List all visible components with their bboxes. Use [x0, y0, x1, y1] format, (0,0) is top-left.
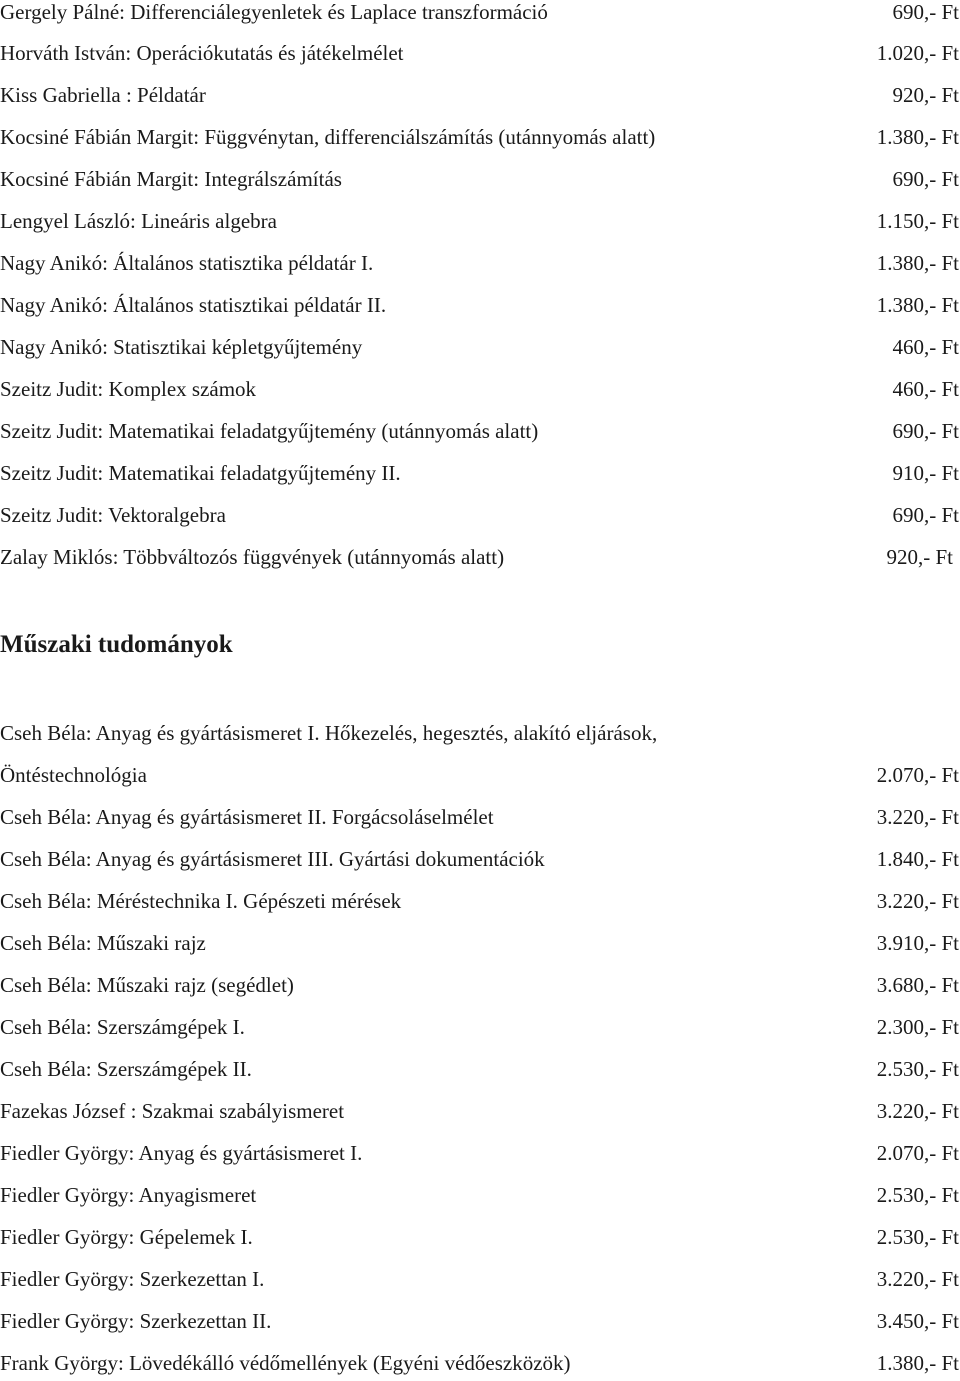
book-price: 1.840,- Ft — [876, 847, 959, 871]
list-item — [0, 203, 960, 239]
book-title: Lengyel László: Lineáris algebra — [0, 209, 277, 233]
book-title: Nagy Anikó: Általános statisztika példatár I. — [0, 251, 374, 275]
list-item — [0, 0, 960, 30]
list-item — [0, 287, 960, 323]
book-price: 3.220,- Ft — [876, 805, 959, 829]
book-title: Szeitz Judit: Komplex számok — [0, 377, 257, 401]
list-item — [0, 883, 960, 919]
book-price: 1.380,- Ft — [876, 251, 959, 275]
list-item — [0, 1177, 960, 1213]
list-item — [0, 455, 960, 491]
book-price: 1.020,- Ft — [876, 41, 959, 65]
book-title: Gergely Pálné: Differenciálegyenletek és Laplace transzformáció — [0, 0, 548, 24]
book-title: Cseh Béla: Anyag és gyártásismeret II. Forgácsoláselmélet — [0, 805, 494, 829]
book-price: 3.220,- Ft — [876, 889, 959, 913]
book-price: 3.910,- Ft — [876, 931, 959, 955]
book-title: Zalay Miklós: Többváltozós függvények (utánnyomás alatt) — [0, 545, 505, 569]
book-price: 2.300,- Ft — [876, 1015, 959, 1039]
book-title: Fiedler György: Gépelemek I. — [0, 1225, 253, 1249]
book-title: Cseh Béla: Szerszámgépek I. — [0, 1015, 245, 1039]
book-price: 690,- Ft — [892, 167, 959, 191]
book-price: 2.070,- Ft — [876, 763, 959, 787]
book-price: 1.380,- Ft — [876, 1351, 959, 1375]
list-item — [0, 1093, 960, 1129]
book-title: Fazekas József : Szakmai szabályismeret — [0, 1099, 345, 1123]
list-item — [0, 161, 960, 197]
list-item — [0, 715, 960, 751]
book-price: 1.380,- Ft — [876, 125, 959, 149]
book-price: 2.070,- Ft — [876, 1141, 959, 1165]
book-price: 3.220,- Ft — [876, 1267, 959, 1291]
list-item — [0, 77, 960, 113]
list-item — [0, 757, 960, 793]
book-price: 3.450,- Ft — [876, 1309, 959, 1333]
book-price: 920,- Ft — [892, 83, 959, 107]
book-title: Kiss Gabriella : Példatár — [0, 83, 206, 107]
list-item — [0, 799, 960, 835]
book-price: 2.530,- Ft — [876, 1225, 959, 1249]
book-title: Nagy Anikó: Általános statisztikai példatár II. — [0, 293, 387, 317]
book-price: 1.150,- Ft — [876, 209, 959, 233]
book-price: 460,- Ft — [892, 335, 959, 359]
list-item — [0, 413, 960, 449]
book-title: Szeitz Judit: Matematikai feladatgyűjtemény (utánnyomás alatt) — [0, 419, 539, 443]
book-title: Nagy Anikó: Statisztikai képletgyűjtemény — [0, 335, 363, 359]
book-price: 690,- Ft — [892, 503, 959, 527]
book-title-line-2: Öntéstechnológia — [0, 763, 147, 787]
list-item — [0, 1219, 960, 1255]
list-item — [0, 35, 960, 71]
list-item — [0, 497, 960, 533]
book-title: Cseh Béla: Műszaki rajz (segédlet) — [0, 973, 294, 997]
list-item — [0, 1051, 960, 1087]
book-price: 920,- Ft — [886, 545, 953, 569]
book-price: 1.380,- Ft — [876, 293, 959, 317]
book-title: Kocsiné Fábián Margit: Integrálszámítás — [0, 167, 342, 191]
book-title: Cseh Béla: Szerszámgépek II. — [0, 1057, 252, 1081]
list-item — [0, 329, 960, 365]
book-title: Cseh Béla: Műszaki rajz — [0, 931, 206, 955]
list-item — [0, 925, 960, 961]
list-item — [0, 841, 960, 877]
list-item — [0, 119, 960, 155]
book-price: 460,- Ft — [892, 377, 959, 401]
book-price: 2.530,- Ft — [876, 1057, 959, 1081]
book-title: Cseh Béla: Méréstechnika I. Gépészeti mérések — [0, 889, 402, 913]
book-price: 690,- Ft — [892, 0, 959, 24]
book-price: 3.680,- Ft — [876, 973, 959, 997]
book-title: Cseh Béla: Anyag és gyártásismeret III. Gyártási dokumentációk — [0, 847, 545, 871]
book-price: 3.220,- Ft — [876, 1099, 959, 1123]
list-item — [0, 1009, 960, 1045]
book-price: 2.530,- Ft — [876, 1183, 959, 1207]
list-item — [0, 1345, 960, 1381]
list-item — [0, 1261, 960, 1297]
book-title: Fiedler György: Szerkezettan II. — [0, 1309, 272, 1333]
book-price: 690,- Ft — [892, 419, 959, 443]
list-item — [0, 245, 960, 281]
list-item — [0, 1303, 960, 1339]
book-title: Fiedler György: Szerkezettan I. — [0, 1267, 265, 1291]
list-item — [0, 539, 960, 575]
section-heading: Műszaki tudományok — [0, 631, 233, 658]
book-title-line-1: Cseh Béla: Anyag és gyártásismeret I. Hőkezelés, hegesztés, alakító eljárások, — [0, 721, 658, 745]
book-title: Szeitz Judit: Vektoralgebra — [0, 503, 226, 527]
book-title: Fiedler György: Anyag és gyártásismeret I. — [0, 1141, 363, 1165]
list-item — [0, 1135, 960, 1171]
list-item — [0, 371, 960, 407]
book-title: Kocsiné Fábián Margit: Függvénytan, differenciálszámítás (utánnyomás alatt) — [0, 125, 656, 149]
book-title: Frank György: Lövedékálló védőmellények (Egyéni védőeszközök) — [0, 1351, 571, 1375]
book-price: 910,- Ft — [892, 461, 959, 485]
list-item — [0, 967, 960, 1003]
book-title: Szeitz Judit: Matematikai feladatgyűjtemény II. — [0, 461, 401, 485]
book-title: Fiedler György: Anyagismeret — [0, 1183, 257, 1207]
book-title: Horváth István: Operációkutatás és játékelmélet — [0, 41, 404, 65]
